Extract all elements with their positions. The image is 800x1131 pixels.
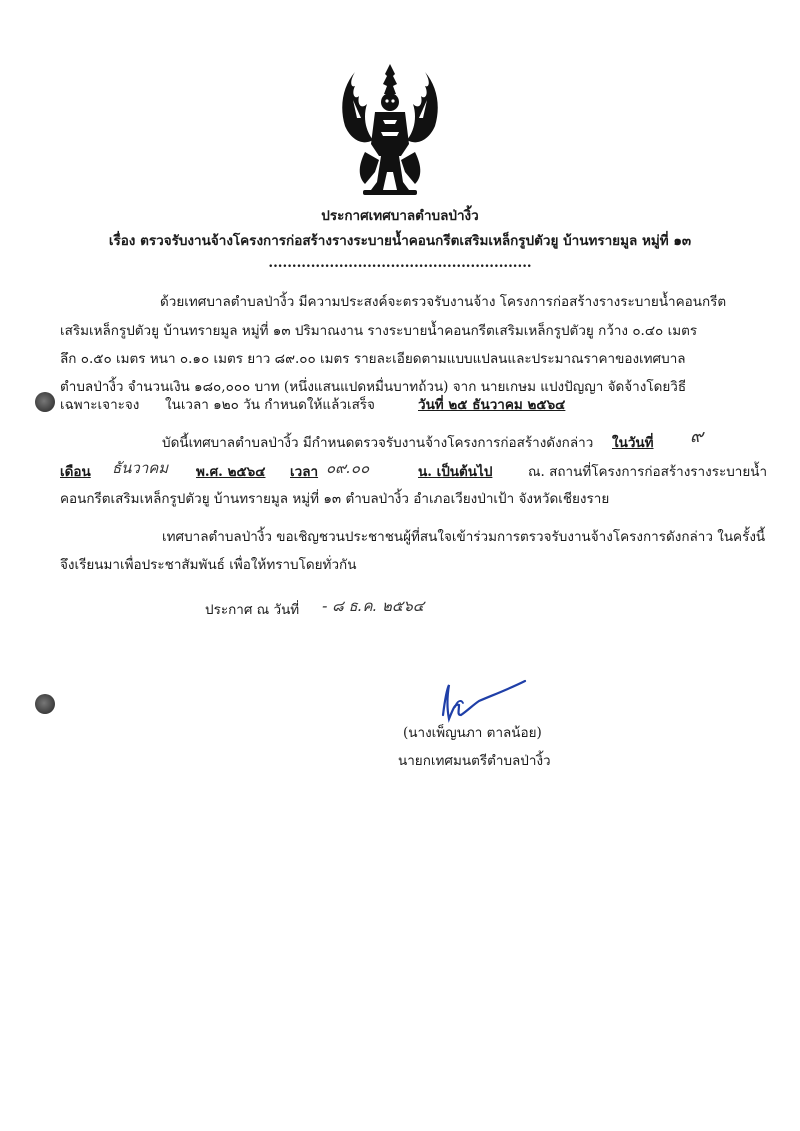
garuda-emblem	[335, 60, 445, 200]
punch-hole-top	[35, 392, 55, 412]
inspection-month-handwritten: ธันวาคม	[112, 459, 169, 477]
signatory-name: (นางเพ็ญนภา ตาลน้อย)	[403, 725, 542, 741]
paragraph-1-line-3: ลึก ๐.๕๐ เมตร หนา ๐.๑๐ เมตร ยาว ๘๙.๐๐ เมตร รายละเอียดตามแบบแปลนและประมาณราคาของเทศบาล	[60, 351, 686, 367]
inspection-time-handwritten: ๐๙.๐๐	[326, 459, 370, 477]
duration-text: ในเวลา ๑๒๐ วัน กำหนดให้แล้วเสร็จ	[165, 397, 375, 413]
inspection-time-suffix: น. เป็นต้นไป	[418, 464, 493, 480]
punch-hole-bottom	[35, 694, 55, 714]
paragraph-1-line-1: ด้วยเทศบาลตำบลป่างิ้ว มีความประสงค์จะตรวจรับงานจ้าง โครงการก่อสร้างรางระบายน้ำคอนกรีต	[160, 294, 727, 310]
inspection-year: พ.ศ. ๒๕๖๔	[196, 464, 266, 480]
paragraph-1-line-2: เสริมเหล็กรูปตัวยู บ้านทรายมูล หมู่ที่ ๑๓ ปริมาณงาน รางระบายน้ำคอนกรีตเสริมเหล็กรูปตัวยู กว้าง ๐.๔๐ เมตร	[60, 323, 698, 339]
announcement-subject: เรื่อง ตรวจรับงานจ้างโครงการก่อสร้างรางระบายน้ำคอนกรีตเสริมเหล็กรูปตัวยู บ้านทรายมูล หมู่ที่ ๑๓	[108, 233, 692, 249]
title-divider: ........................................................	[268, 255, 532, 271]
announce-date-label: ประกาศ ณ วันที่	[205, 602, 300, 618]
signatory-position: นายกเทศมนตรีตำบลป่างิ้ว	[398, 753, 551, 769]
paragraph-1-line-4: ตำบลป่างิ้ว จำนวนเงิน ๑๘๐,๐๐๐ บาท (หนึ่งแสนแปดหมื่นบาทถ้วน) จาก นายเกษม แปงปัญญา จัดจ้างโดยวิธี	[60, 379, 687, 395]
completion-date: วันที่ ๒๕ ธันวาคม ๒๕๖๔	[418, 397, 566, 413]
inspection-month-label: เดือน	[60, 464, 91, 480]
announce-date-stamp: - ๘ ธ.ค. ๒๕๖๔	[322, 597, 425, 615]
inspection-day-handwritten: ๙	[690, 426, 704, 447]
paragraph-2-line-3: คอนกรีตเสริมเหล็กรูปตัวยู บ้านทรายมูล หมู่ที่ ๑๓ ตำบลป่างิ้ว อำเภอเวียงป่าเป้า จังหวัดเชียงราย	[60, 491, 610, 507]
paragraph-3-line-1: เทศบาลตำบลป่างิ้ว ขอเชิญชวนประชาชนผู้ที่สนใจเข้าร่วมการตรวจรับงานจ้างโครงการดังกล่าว ในครั้งนี้	[162, 529, 766, 545]
inspection-location: ณ. สถานที่โครงการก่อสร้างรางระบายน้ำ	[528, 464, 768, 480]
paragraph-3-line-2: จึงเรียนมาเพื่อประชาสัมพันธ์ เพื่อให้ทราบโดยทั่วกัน	[60, 557, 357, 573]
paragraph-2-line-1: บัดนี้เทศบาลตำบลป่างิ้ว มีกำหนดตรวจรับงานจ้างโครงการก่อสร้างดังกล่าว	[162, 435, 594, 451]
inspection-day-label: ในวันที่	[612, 435, 654, 451]
procurement-method: เฉพาะเจาะจง	[60, 397, 140, 413]
inspection-time-label: เวลา	[290, 464, 319, 480]
announcement-title: ประกาศเทศบาลตำบลป่างิ้ว	[321, 208, 479, 224]
